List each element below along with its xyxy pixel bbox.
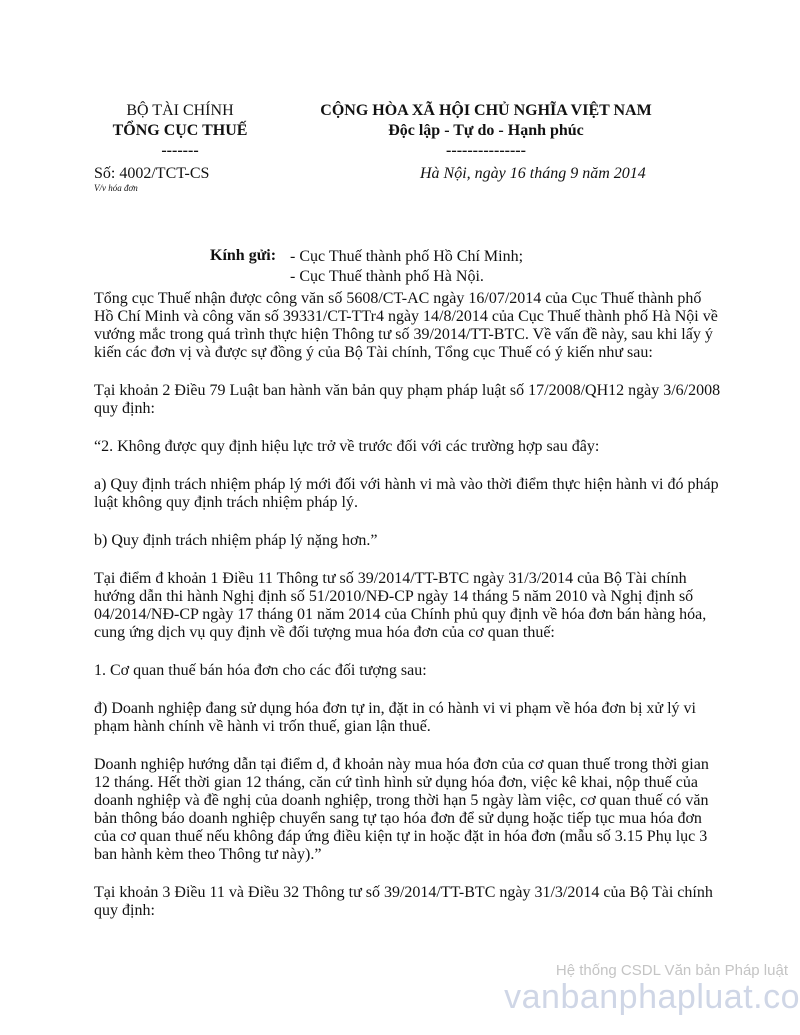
ministry-name: BỘ TÀI CHÍNH bbox=[126, 102, 234, 119]
recipients-label: Kính gửi: bbox=[210, 247, 277, 264]
document-body bbox=[94, 290, 724, 940]
recipient-item: - Cục Thuế thành phố Hà Nội. bbox=[290, 268, 484, 285]
watermark-caption: Hệ thống CSDL Văn bản Pháp luật bbox=[555, 962, 788, 979]
body-paragraph: “2. Không được quy định hiệu lực trở về trước đối với các trường hợp sau đây: bbox=[94, 438, 600, 455]
body-paragraph: Tại điểm đ khoản 1 Điều 11 Thông tư số 39/2014/TT-BTC ngày 31/3/2014 của Bộ Tài chính hướng dẫn thi hành Nghị định số 51/2010/NĐ-CP ngày 14 tháng 5 năm 2010 và Nghị định số 04/2014/NĐ-CP ngày 17 tháng 01 năm 2014 của Chính phủ quy định về hóa đơn bán hàng hóa, cung ứng dịch vụ quy định về đối tượng mua hóa đơn của cơ quan thuế: bbox=[94, 570, 707, 641]
department-name: TỔNG CỤC THUẾ bbox=[112, 122, 248, 139]
body-paragraph: Tại khoản 2 Điều 79 Luật ban hành văn bản quy phạm pháp luật số 17/2008/QH12 ngày 3/6/2008 quy định: bbox=[94, 382, 721, 417]
recipient-item: - Cục Thuế thành phố Hồ Chí Minh; bbox=[290, 248, 524, 265]
body-paragraph: Tại khoản 3 Điều 11 và Điều 32 Thông tư số 39/2014/TT-BTC ngày 31/3/2014 của Bộ Tài chính quy định: bbox=[94, 884, 713, 919]
body-paragraph: Doanh nghiệp hướng dẫn tại điểm d, đ khoản này mua hóa đơn của cơ quan thuế trong thời gian 12 tháng. Hết thời gian 12 tháng, căn cứ tình hình sử dụng hóa đơn, việc kê khai, nộp thuế của doanh nghiệp và đề nghị của doanh nghiệp, trong thời hạn 5 ngày làm việc, cơ quan thuế có văn bản thông báo doanh nghiệp chuyển sang tự tạo hóa đơn để sử dụng hoặc tiếp tục mua hóa đơn của cơ quan thuế nếu không đáp ứng điều kiện tự in hoặc đặt in hóa đơn (mẫu số 3.15 Phụ lục 3 ban hành kèm theo Thông tư này).” bbox=[94, 756, 709, 863]
document-subject: V/v hóa đơn bbox=[94, 183, 138, 193]
left-divider: ------- bbox=[161, 142, 199, 159]
watermark-site: vanbanphapluat.co bbox=[504, 978, 800, 1016]
document-number: Số: 4002/TCT-CS bbox=[94, 165, 210, 182]
recipients-list bbox=[290, 247, 523, 287]
body-paragraph: b) Quy định trách nhiệm pháp lý nặng hơn.” bbox=[94, 532, 378, 549]
document-date: Hà Nội, ngày 16 tháng 9 năm 2014 bbox=[420, 165, 646, 182]
motto: Độc lập - Tự do - Hạnh phúc bbox=[388, 122, 584, 139]
body-paragraph: a) Quy định trách nhiệm pháp lý mới đối với hành vi mà vào thời điểm thực hiện hành vi đó pháp luật không quy định trách nhiệm pháp lý. bbox=[94, 476, 719, 511]
right-divider: --------------- bbox=[446, 142, 526, 159]
body-paragraph: đ) Doanh nghiệp đang sử dụng hóa đơn tự in, đặt in có hành vi vi phạm về hóa đơn bị xử lý vi phạm hành chính về hành vi trốn thuế, gian lận thuế. bbox=[94, 700, 696, 735]
issuer-block bbox=[90, 101, 270, 161]
national-title-block bbox=[286, 101, 686, 161]
body-paragraph: 1. Cơ quan thuế bán hóa đơn cho các đối tượng sau: bbox=[94, 662, 427, 679]
body-paragraph: Tổng cục Thuế nhận được công văn số 5608/CT-AC ngày 16/07/2014 của Cục Thuế thành phố Hồ Chí Minh và công văn số 39331/CT-TTr4 ngày 14/8/2014 của Cục Thuế thành phố Hà Nội về vướng mắc trong quá trình thực hiện Thông tư số 39/2014/TT-BTC. Về vấn đề này, sau khi lấy ý kiến các đơn vị và được sự đồng ý của Bộ Tài chính, Tổng cục Thuế có ý kiến như sau: bbox=[94, 290, 718, 361]
country-name: CỘNG HÒA XÃ HỘI CHỦ NGHĨA VIỆT NAM bbox=[320, 102, 652, 119]
